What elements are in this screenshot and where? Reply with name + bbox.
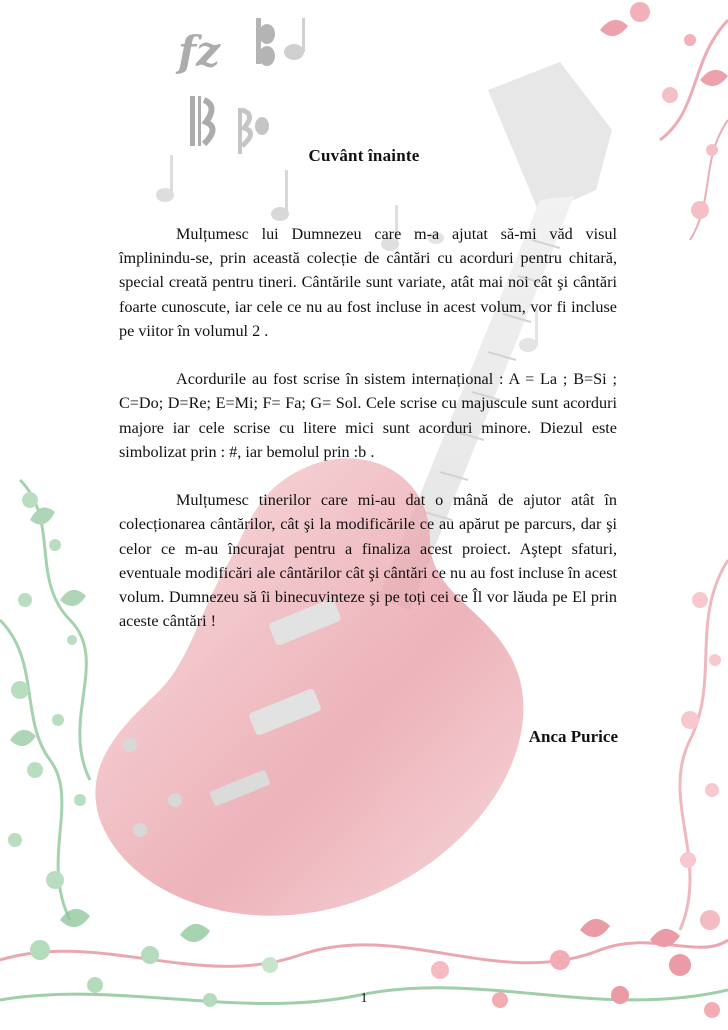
- floral-ornament-right: [680, 560, 728, 930]
- paragraph: Mulțumesc lui Dumnezeu care m-a ajutat să-mi văd visul împlinindu-se, prin această colecție de cântări cu acorduri pentru chitară, special creată pentru tineri. Cântările sunt variate, atât mai noi cât şi cântări foarte cunoscute, iar cele ce nu au fost incluse in acest volum, vor fi incluse pe viitor în volumul 2 .: [119, 225, 617, 340]
- page-title: Cuvânt înainte: [308, 146, 420, 165]
- paragraph: Acordurile au fost scrise în sistem internațional : A = La ; B=Si ; C=Do; D=Re; E=Mi; F= Fa; G= Sol. Cele scrise cu majuscule sunt acorduri majore iar cele scrise cu litere mici sunt acorduri minore. Diezul este simbolizat prin : #, iar bemolul prin :b .: [119, 370, 617, 461]
- page-number: 1: [360, 991, 368, 1006]
- author-signature: Anca Purice: [528, 727, 618, 746]
- floral-ornament-left: [0, 480, 90, 920]
- floral-ornament-top-right: [600, 2, 728, 240]
- paragraph: Mulțumesc tinerilor care mi-au dat o mână de ajutor atât în colecționarea cântărilor, cât şi la modificările ce au apărut pe parcurs, dar şi celor ce m-au încurajat pentru a finaliza acest proiect. Aştept sfaturi, eventuale modificări ale cântărilor cât şi cântări ce nu au fost incluse în acest volum. Dumnezeu să îi binecuvinteze şi pe toți cei ce Îl vor lăuda pe El prin aceste cântări !: [119, 491, 617, 631]
- fz-dynamic-mark: fz: [178, 27, 220, 76]
- body-text: [119, 222, 617, 658]
